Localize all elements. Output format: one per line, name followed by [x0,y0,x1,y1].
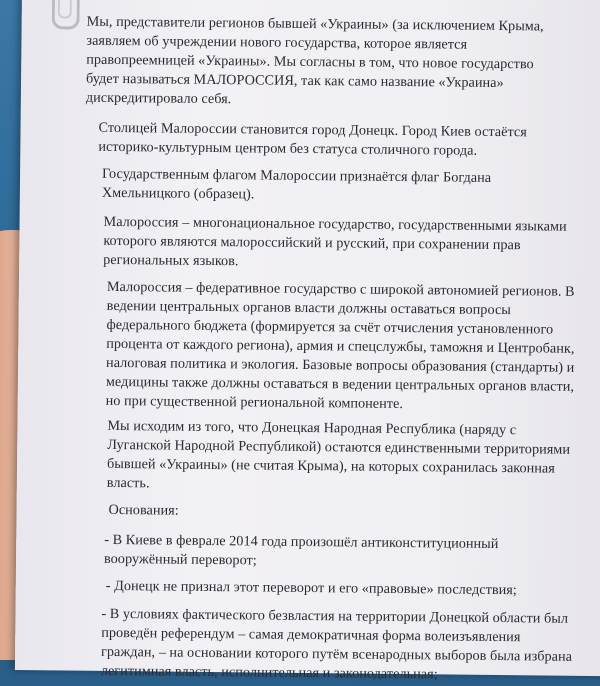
text-line: Основания: [108,501,179,519]
text-line: Мы исходим из того, что Донецкая Народная Республика (наряду с [107,417,517,439]
text-line: бывшей «Украины» (не считая Крыма), на которых сохранилась законная [106,455,555,477]
paperclip-inner-icon [58,0,72,19]
text-line: ведении центральных органов власти должны оставаться вопросы [106,297,512,319]
text-line: Государственным флагом Малороссии признаётся флаг Богдана [101,165,492,186]
paper-sheet [15,0,600,683]
text-line: вооружённый переворот; [103,550,257,569]
text-line: но при существенной региональной компоненте. [105,392,404,413]
paragraph-dnr-lnr [107,417,600,498]
paragraph-grounds-heading [108,501,600,525]
text-line: дискредитировало себя. [85,89,232,108]
text-line: проведён референдум – самая демократичная форма волеизъявления [101,624,521,646]
text-line: региональных языков. [103,251,239,270]
text-line: федерального бюджета (формируется за счёт отчисления установленного [106,316,554,338]
paragraph-ground-donetsk [106,577,600,601]
text-line: процента от каждого региона), армия и спецслужбы, таможня и Центробанк, [106,335,575,357]
text-line: которого являются малороссийский и русский, при сохранении прав [103,232,521,254]
text-line: историко-культурным центром без статуса столичного города. [98,138,478,159]
paragraph-federation [106,278,600,416]
text-line: налоговая политика и экология. Базовые вопросы образования (стандарты) и [106,354,575,376]
text-line: граждан, – на основании которого путём всенародных выборов была избрана [100,643,573,665]
paragraph-capital [98,119,600,162]
text-line: Столицей Малороссии становится город Донецк. Город Киев остаётся [98,119,527,141]
text-line: Хмельницкого (образец). [101,184,255,203]
text-line: медицины также должны оставаться в ведении центральных органов власти, [105,373,575,395]
text-line: легитимная власть, исполнительная и законодательная; [100,662,438,683]
text-line: - В условиях фактического безвластия на территории Донецкой области был [101,605,569,627]
paragraph-ground-referendum [101,605,600,686]
text-line: Малороссия – федеративное государство с широкой автономией регионов. В [106,278,575,300]
text-line: заявляем об учреждении нового государства, которое является [86,32,468,53]
text-line: власть. [106,474,150,492]
text-line: Луганской Народной Республикой) остаются единственными территориями [107,436,571,458]
text-line: будет называться МАЛОРОССИЯ, так как само название «Украина» [85,70,504,92]
text-line: Малороссия – многонациональное государство, государственными языками [103,213,567,235]
paragraph-languages [103,213,600,275]
paragraph-flag [102,165,600,208]
text-line: - Донецк не признал этот переворот и его «правовые» последствия; [105,577,517,599]
text-line: Мы, представители регионов бывшей «Украины» (за исключением Крыма, [86,13,544,35]
text-line: правопреемницей «Украины». Мы согласны в том, что новое государство [86,51,534,73]
paragraph-ground-kiev [104,531,600,574]
paragraph-declaration [86,13,600,114]
text-line: - В Киеве в феврале 2014 года произошёл антиконституционный [104,531,499,553]
